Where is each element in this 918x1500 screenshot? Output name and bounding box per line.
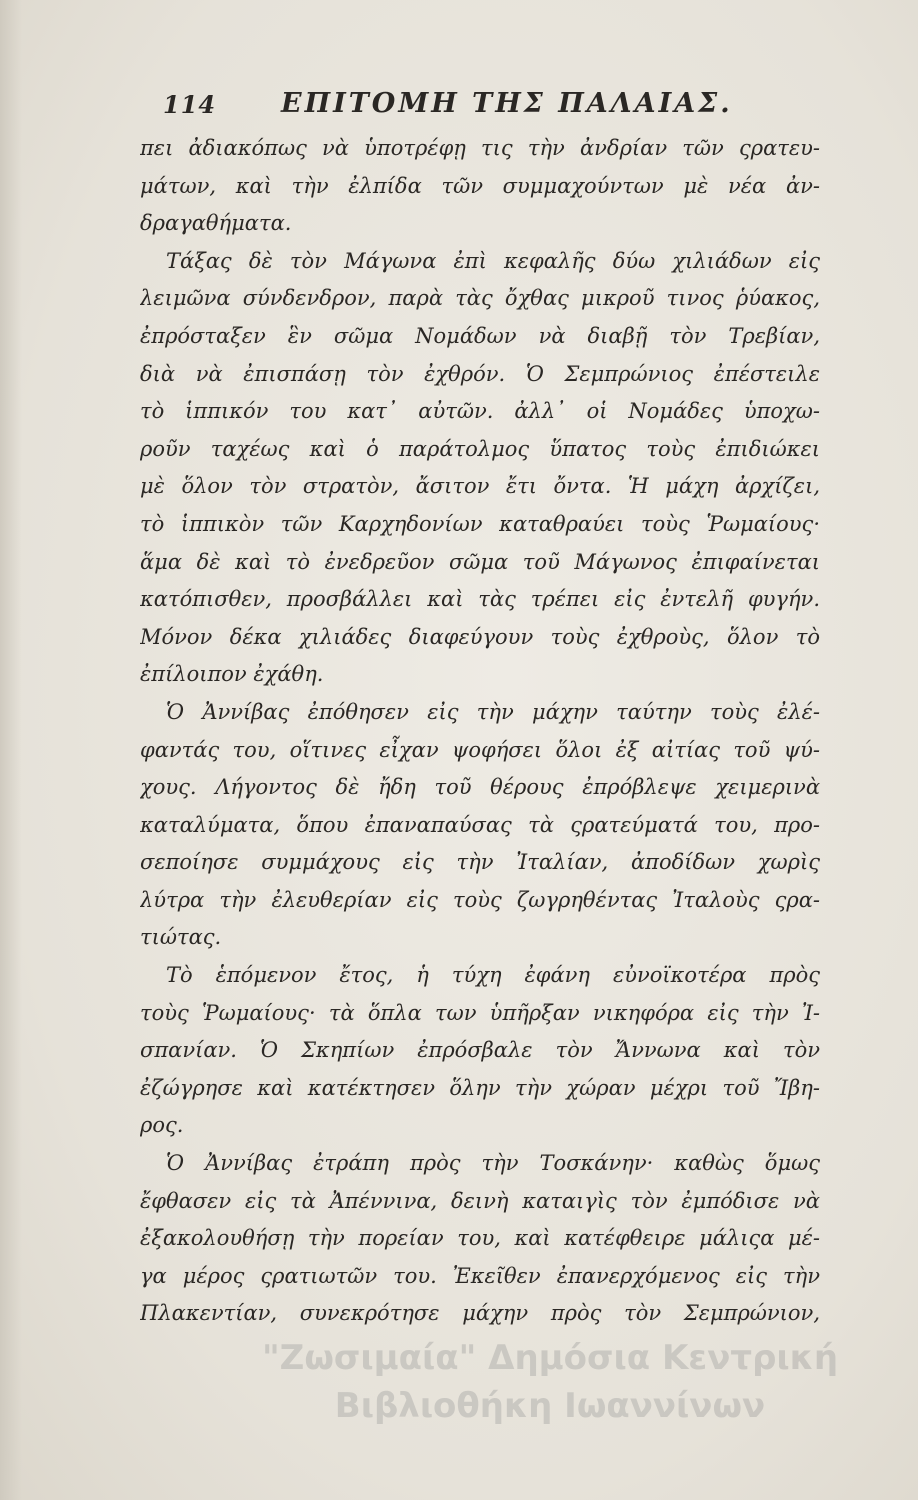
text-line: σεποίησε συμμάχους εἰς τὴν Ἰταλίαν, ἀποδίδων χωρὶς: [140, 850, 820, 875]
library-watermark: [200, 1334, 900, 1430]
watermark-line-1: "Ζωσιμαία" Δημόσια Κεντρική: [261, 1338, 839, 1378]
text-line: ἅμα δὲ καὶ τὸ ἐνεδρεῦον σῶμα τοῦ Μάγωνος ἐπιφαίνεται: [140, 549, 820, 574]
page-binding-edge: [0, 0, 22, 1500]
text-line: καταλύματα, ὅπου ἐπαναπαύσας τὰ ςρατεύματά του, προ-: [140, 812, 820, 837]
text-line: λειμῶνα σύνδενδρον, παρὰ τὰς ὄχθας μικροῦ τινος ῥύακος,: [140, 286, 820, 311]
text-line: τιώτας.: [140, 925, 222, 950]
text-line: κατόπισθεν, προσβάλλει καὶ τὰς τρέπει εἰς ἐντελῆ φυγήν.: [140, 587, 820, 612]
text-line: δραγαθήματα.: [140, 211, 292, 236]
page-header: [163, 84, 803, 128]
text-line: φαντάς του, οἵτινες εἶχαν ψοφήσει ὅλοι ἐξ αἰτίας τοῦ ψύ-: [140, 737, 820, 762]
text-line: ἐπίλοιπον ἐχάθη.: [140, 662, 324, 687]
text-line: λύτρα τὴν ἐλευθερίαν εἰς τοὺς ζωγρηθέντας Ἰταλοὺς ςρα-: [140, 887, 820, 912]
text-line: διὰ νὰ ἐπισπάσῃ τὸν ἐχθρόν. Ὁ Σεμπρώνιος ἐπέστειλε: [140, 361, 820, 386]
text-line: γα μέρος ςρατιωτῶν του. Ἐκεῖθεν ἐπανερχόμενος εἰς τὴν: [140, 1263, 820, 1288]
text-line: ρος.: [140, 1113, 184, 1138]
text-line: πει ἀδιακόπως νὰ ὑποτρέφῃ τις τὴν ἀνδρίαν τῶν ςρατευ-: [140, 136, 820, 160]
text-line: ἐπρόσταξεν ἓν σῶμα Νομάδων νὰ διαβῇ τὸν Τρεβίαν,: [140, 323, 820, 348]
page-number: 114: [163, 90, 217, 119]
text-line: τὸ ἱππικὸν τῶν Καρχηδονίων καταθραύει τοὺς Ῥωμαίους·: [140, 511, 820, 536]
text-line: μὲ ὅλον τὸν στρατὸν, ἄσιτον ἔτι ὄντα. Ἡ μάχη ἀρχίζει,: [140, 474, 820, 499]
text-line: ἐζώγρησε καὶ κατέκτησεν ὅλην τὴν χώραν μέχρι τοῦ Ἴβη-: [140, 1075, 820, 1100]
text-line: σπανίαν. Ὁ Σκηπίων ἐπρόσβαλε τὸν Ἄννωνα καὶ τὸν: [140, 1038, 820, 1063]
text-line: ἔφθασεν εἰς τὰ Ἀπέννινα, δεινὴ καταιγὶς τὸν ἐμπόδισε νὰ: [140, 1188, 820, 1213]
running-title: ΕΠΙΤΟΜΗ ΤΗΣ ΠΑΛΑΙΑΣ.: [281, 88, 733, 119]
text-line: χους. Λήγοντος δὲ ἤδη τοῦ θέρους ἐπρόβλεψε χειμερινὰ: [140, 775, 820, 800]
text-line: μάτων, καὶ τὴν ἐλπίδα τῶν συμμαχούντων μὲ νέα ἀν-: [140, 173, 820, 198]
text-line: Τάξας δὲ τὸν Μάγωνα ἐπὶ κεφαλῆς δύω χιλιάδων εἰς: [166, 248, 820, 273]
text-line: Πλακεντίαν, συνεκρότησε μάχην πρὸς τὸν Σεμπρώνιον,: [140, 1301, 820, 1326]
watermark-line-2: Βιβλιοθήκη Ιωαννίνων: [334, 1386, 766, 1426]
text-line: Τὸ ἑπόμενον ἔτος, ἡ τύχη ἐφάνη εὐνοϊκοτέρα πρὸς: [166, 963, 820, 988]
text-line: τὸ ἱππικόν του κατ᾽ αὐτῶν. ἀλλ᾽ οἱ Νομάδες ὑποχω-: [140, 399, 820, 424]
text-line: ἐξακολουθήσῃ τὴν πορείαν του, καὶ κατέφθειρε μάλιςα μέ-: [140, 1226, 820, 1251]
text-line: τοὺς Ῥωμαίους· τὰ ὅπλα των ὑπῆρξαν νικηφόρα εἰς τὴν Ἰ-: [140, 1000, 820, 1025]
text-line: Ὁ Ἀννίβας ἐπόθησεν εἰς τὴν μάχην ταύτην τοὺς ἐλέ-: [166, 699, 820, 724]
text-line: Μόνον δέκα χιλιάδες διαφεύγουν τοὺς ἐχθροὺς, ὅλον τὸ: [140, 624, 820, 649]
body-text: [140, 130, 820, 1333]
text-line: Ὁ Ἀννίβας ἐτράπη πρὸς τὴν Τοσκάνην· καθὼς ὅμως: [166, 1151, 820, 1176]
text-line: ροῦν ταχέως καὶ ὁ παράτολμος ὕπατος τοὺς ἐπιδιώκει: [140, 436, 820, 461]
